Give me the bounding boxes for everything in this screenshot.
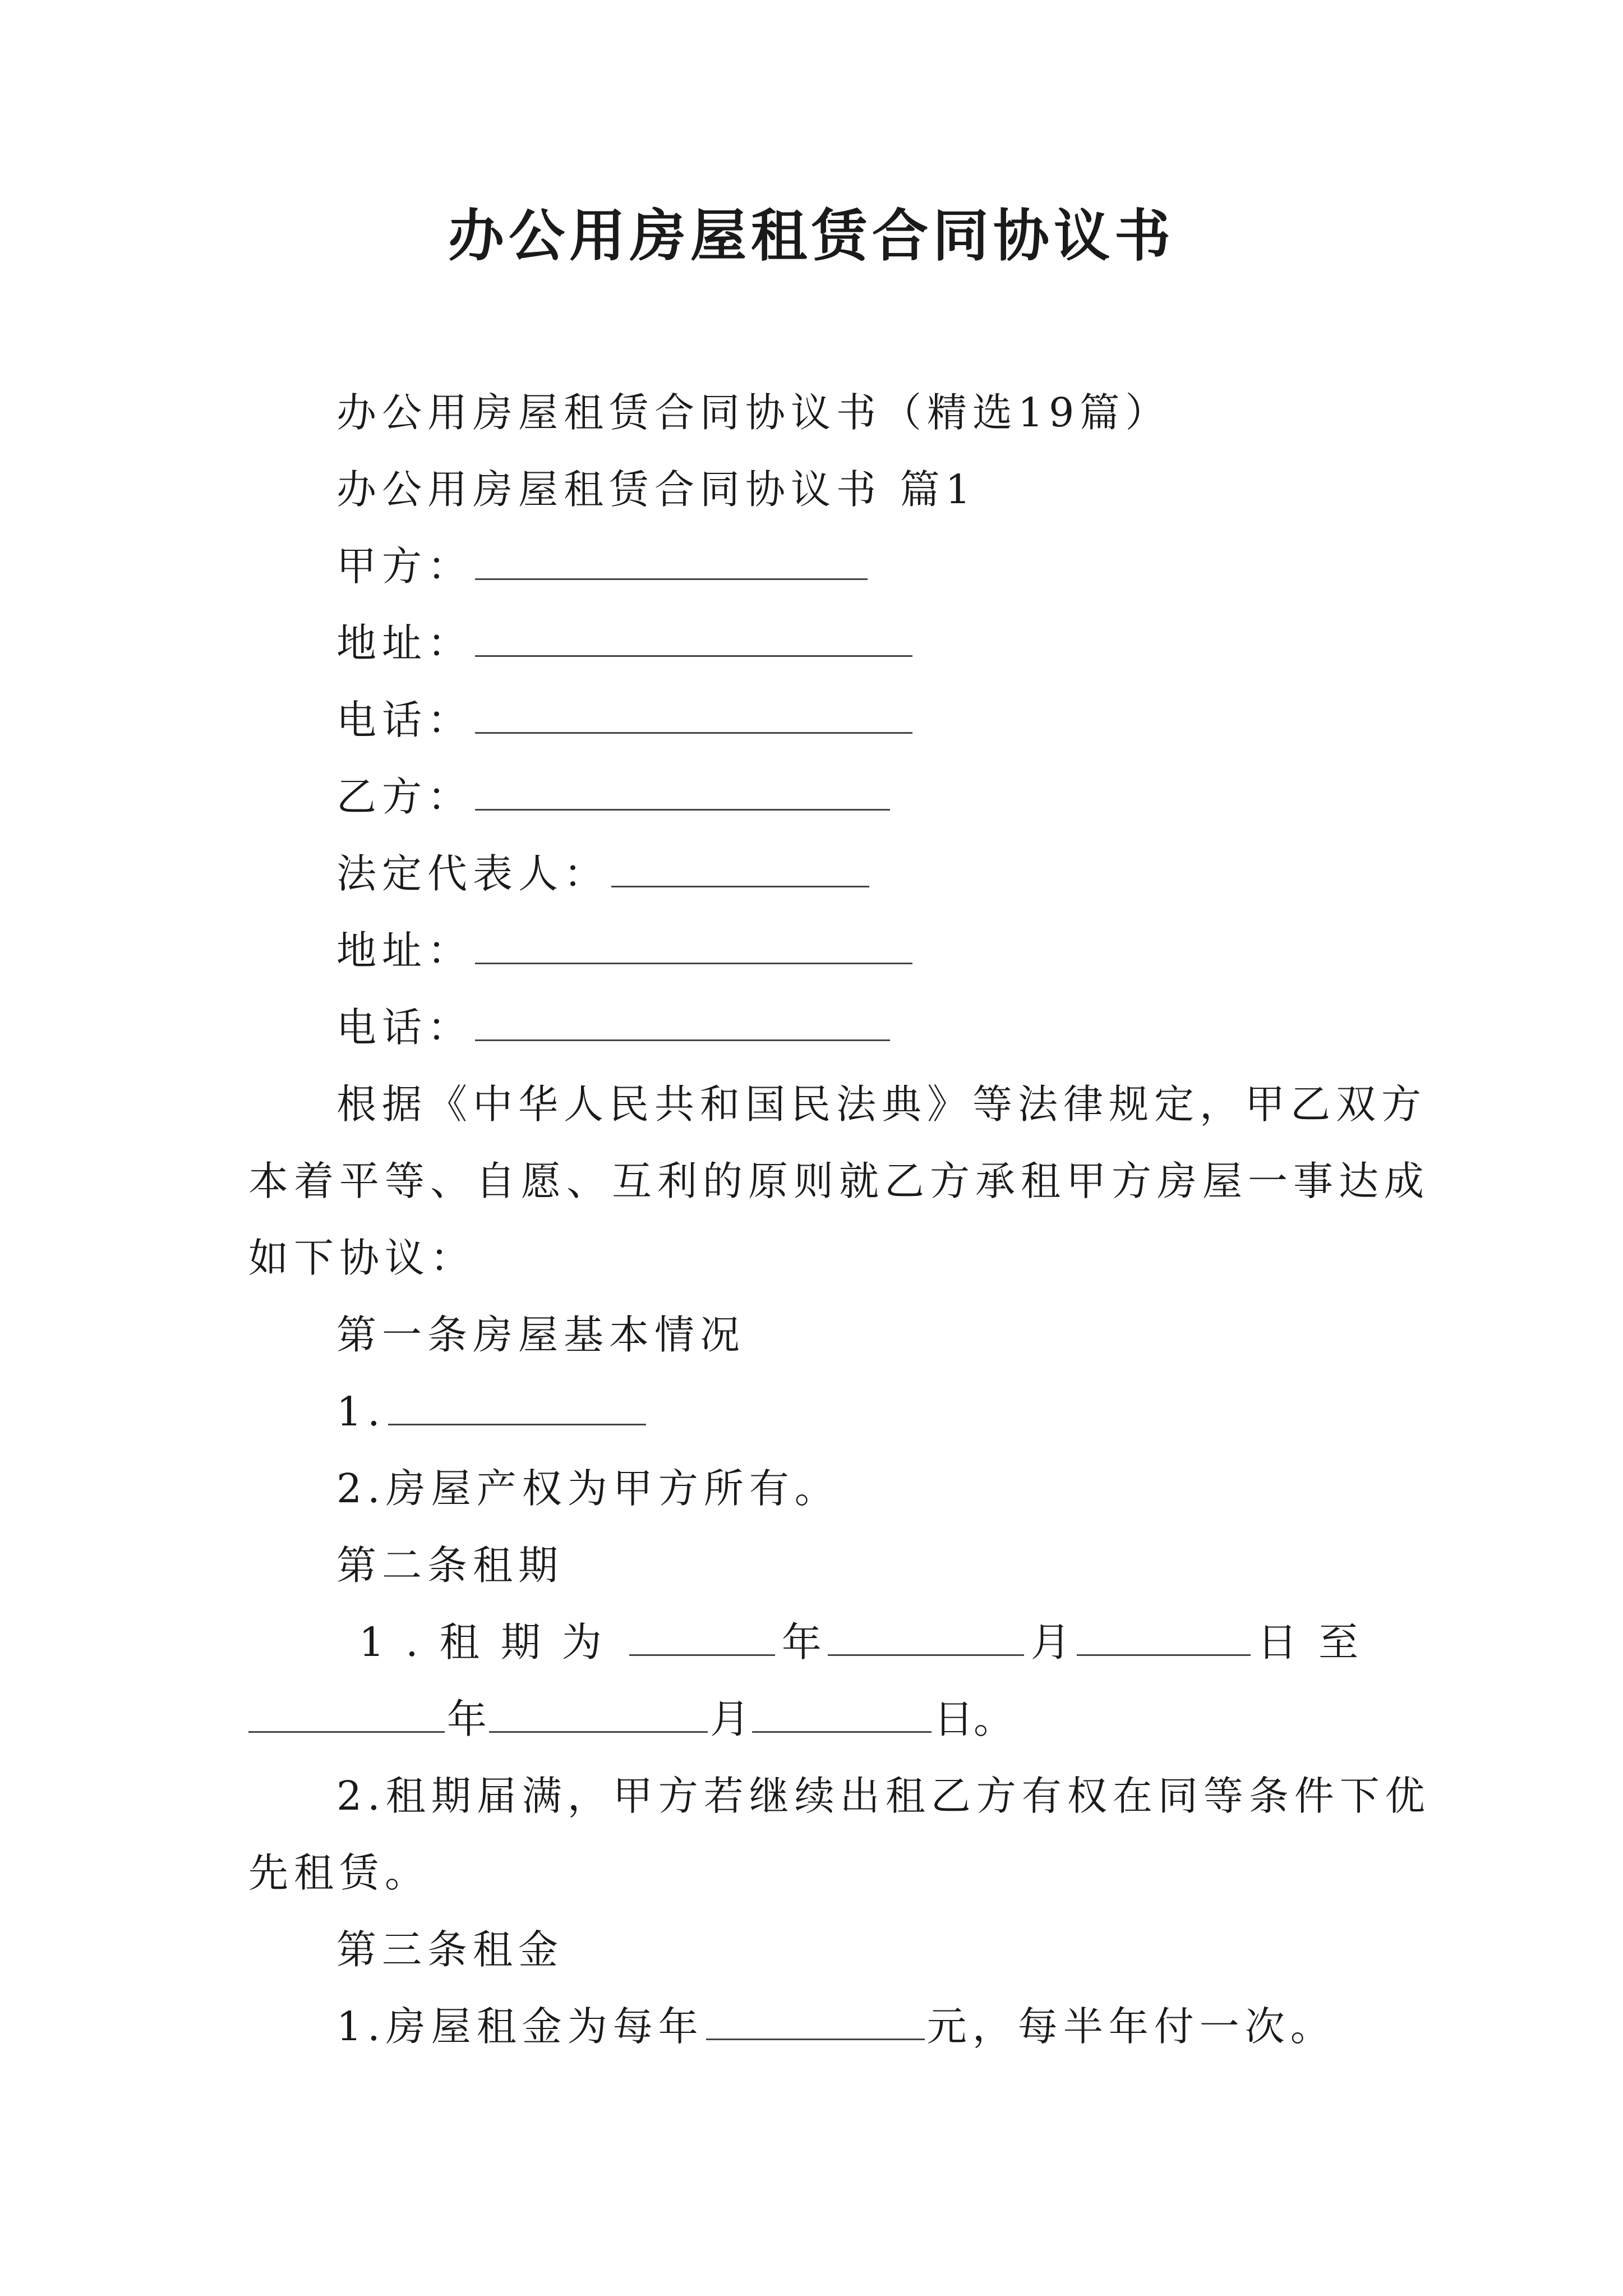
preamble-line-2: 本着平等、自愿、互利的原则就乙方承租甲方房屋一事达成	[248, 1158, 1430, 1204]
field-label: 电话：	[336, 697, 473, 743]
lease-term-prefix: 1.租期为	[359, 1619, 623, 1665]
item-number: 1.	[336, 1388, 386, 1435]
party-a-address-field	[336, 615, 915, 671]
legal-rep-blank	[611, 846, 869, 887]
renewal-line-1: 2.租期届满，甲方若继续出租乙方有权在同等条件下优	[336, 1773, 1431, 1819]
year-label: 年	[781, 1619, 822, 1665]
document-title: 办公用房屋租赁合同协议书	[448, 203, 1175, 269]
article-3-heading: 第三条租金	[336, 1926, 564, 1973]
rent-suffix: 元，每半年付一次。	[926, 2003, 1336, 2050]
renewal-line-2: 先租赁。	[248, 1849, 431, 1896]
end-month-blank	[489, 1692, 708, 1733]
end-year-blank	[248, 1692, 445, 1733]
lease-term-line-1	[359, 1614, 1380, 1671]
preamble-line-3: 如下协议：	[248, 1235, 476, 1281]
party-b-address-blank	[475, 923, 912, 964]
document-subtitle: 办公用房屋租赁合同协议书（精选19篇）	[336, 389, 1171, 436]
party-b-phone-field	[336, 1000, 892, 1056]
rent-amount-line	[336, 1999, 1336, 2055]
start-year-blank	[629, 1615, 775, 1656]
part-heading: 办公用房屋租赁合同协议书 篇1	[336, 466, 976, 513]
party-a-phone-blank	[475, 693, 912, 734]
field-label: 地址：	[336, 620, 473, 666]
rent-prefix: 1.房屋租金为每年	[336, 2003, 704, 2050]
start-month-blank	[828, 1615, 1024, 1656]
party-b-phone-blank	[475, 1000, 890, 1041]
party-b-address-field	[336, 923, 915, 979]
month-label: 月	[710, 1696, 750, 1742]
party-a-field	[336, 539, 870, 595]
field-label: 乙方：	[336, 774, 473, 820]
field-label: 甲方：	[336, 543, 473, 590]
article-2-heading: 第二条租期	[336, 1542, 564, 1589]
article-1-item-1	[336, 1384, 648, 1440]
start-day-blank	[1077, 1615, 1251, 1656]
end-day-blank	[752, 1692, 932, 1733]
day-end-label: 日。	[934, 1696, 1014, 1742]
preamble-line-1: 根据《中华人民共和国民法典》等法律规定，甲乙双方	[336, 1081, 1427, 1128]
article-1-heading: 第一条房屋基本情况	[336, 1312, 746, 1358]
property-description-blank	[388, 1384, 646, 1425]
article-1-item-2: 2.房屋产权为甲方所有。	[336, 1465, 840, 1512]
legal-rep-field	[336, 846, 872, 902]
party-b-blank	[475, 770, 890, 811]
party-a-phone-field	[336, 692, 915, 748]
field-label: 电话：	[336, 1004, 473, 1051]
year-label: 年	[447, 1696, 487, 1742]
field-label: 地址：	[336, 927, 473, 974]
month-label: 月	[1030, 1619, 1071, 1665]
party-a-address-blank	[475, 616, 912, 657]
party-a-blank	[475, 539, 868, 580]
lease-term-line-2	[248, 1691, 1013, 1747]
field-label: 法定代表人：	[336, 850, 610, 897]
party-b-field	[336, 769, 892, 825]
rent-amount-blank	[706, 1999, 925, 2040]
day-to-label: 日至	[1257, 1619, 1380, 1665]
